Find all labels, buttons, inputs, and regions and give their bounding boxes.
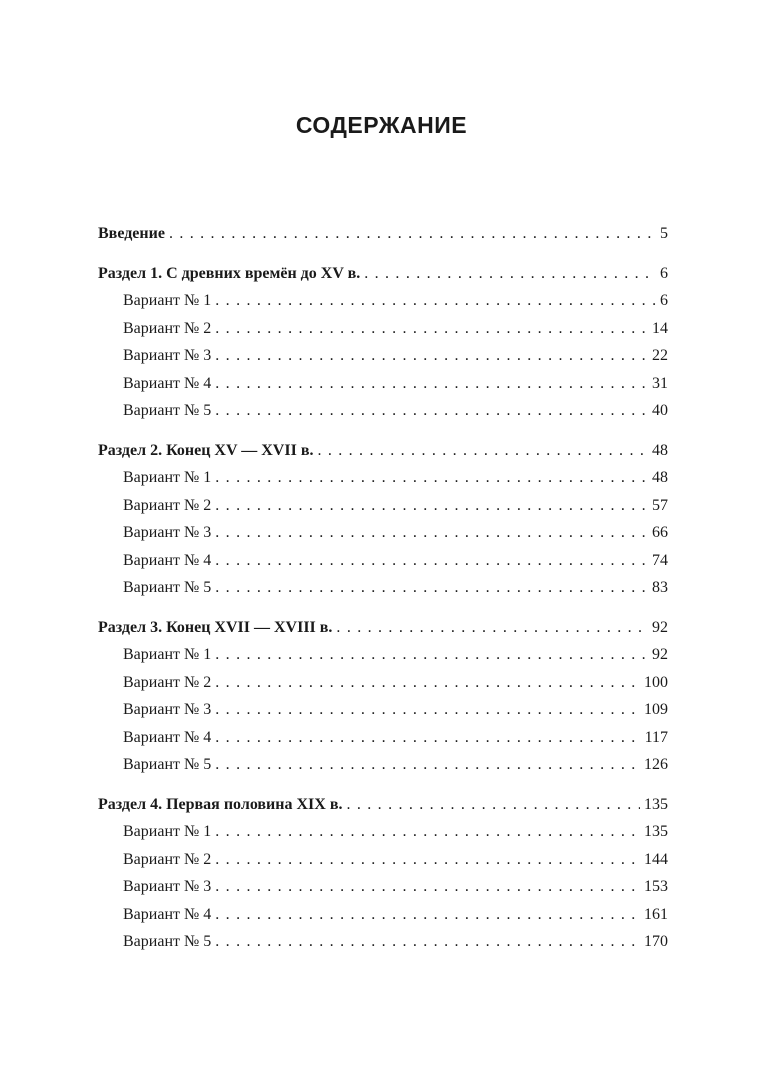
toc-variant-1 xyxy=(98,818,668,846)
toc-variant-4 xyxy=(98,547,668,575)
toc-variant-4 xyxy=(98,724,668,752)
toc-section-3 xyxy=(98,614,668,642)
dot-leader xyxy=(215,342,648,370)
dot-leader xyxy=(215,901,640,929)
toc-entry-label: Вариант № 3 xyxy=(123,347,212,364)
dot-leader xyxy=(215,928,640,956)
toc-entry-label: Раздел 4. Первая половина XIX в. xyxy=(98,795,343,813)
toc-entry-label: Введение xyxy=(98,225,165,242)
toc-entry-label: Вариант № 4 xyxy=(123,551,212,569)
toc-variant-5 xyxy=(98,397,668,425)
dot-leader xyxy=(215,370,648,398)
toc-entry-label: Вариант № 5 xyxy=(123,579,212,596)
toc-entry-label: Вариант № 3 xyxy=(123,878,212,895)
toc-page-number: 109 xyxy=(644,701,668,718)
toc-page-number: 170 xyxy=(644,933,668,950)
toc-page-number: 40 xyxy=(652,402,668,419)
toc-variant-2 xyxy=(98,315,668,343)
toc-entry-label: Вариант № 5 xyxy=(123,756,212,773)
toc-entry-label: Вариант № 2 xyxy=(123,673,212,691)
toc-page-number: 126 xyxy=(644,756,668,773)
toc-page-number: 31 xyxy=(652,374,668,392)
dot-leader xyxy=(215,846,640,874)
toc-page-number: 135 xyxy=(644,823,668,840)
toc-entry-label: Вариант № 4 xyxy=(123,374,212,392)
dot-leader xyxy=(215,547,648,575)
toc-entry-label: Раздел 1. С древних времён до XV в. xyxy=(98,264,361,282)
dot-leader xyxy=(215,574,648,602)
toc-page-number: 83 xyxy=(652,579,668,596)
dot-leader xyxy=(215,641,648,669)
dot-leader xyxy=(336,614,648,642)
toc-page-number: 48 xyxy=(652,469,668,486)
toc-variant-1 xyxy=(98,287,668,315)
toc-variant-5 xyxy=(98,751,668,779)
toc-page-number: 153 xyxy=(644,878,668,895)
toc-variant-3 xyxy=(98,696,668,724)
toc-variant-4 xyxy=(98,901,668,929)
toc-variant-5 xyxy=(98,574,668,602)
toc-page-number: 48 xyxy=(652,441,668,459)
toc-section-4 xyxy=(98,791,668,819)
toc-page-number: 22 xyxy=(652,347,668,364)
toc-page-number: 92 xyxy=(652,618,668,636)
toc-page-number: 74 xyxy=(652,551,668,569)
toc-variant-2 xyxy=(98,669,668,697)
dot-leader xyxy=(215,315,648,343)
dot-leader xyxy=(215,287,656,315)
toc-entry-label: Раздел 2. Конец XV — XVII в. xyxy=(98,441,314,459)
dot-leader xyxy=(317,437,648,465)
toc-variant-1 xyxy=(98,641,668,669)
dot-leader xyxy=(169,220,656,248)
dot-leader xyxy=(215,724,640,752)
dot-leader xyxy=(215,464,648,492)
toc-page-number: 66 xyxy=(652,524,668,541)
dot-leader xyxy=(215,669,640,697)
toc-entry-label: Вариант № 2 xyxy=(123,850,212,868)
toc-page-number: 5 xyxy=(660,225,668,242)
dot-leader xyxy=(215,873,640,901)
toc-page-number: 6 xyxy=(660,264,668,282)
toc-entry-label: Вариант № 2 xyxy=(123,496,212,514)
toc-variant-1 xyxy=(98,464,668,492)
toc-page-number: 100 xyxy=(644,673,668,691)
dot-leader xyxy=(215,397,648,425)
toc-page-number: 117 xyxy=(644,728,668,746)
page-title: СОДЕРЖАНИЕ xyxy=(295,112,468,138)
toc-variant-3 xyxy=(98,342,668,370)
toc-entry-label: Вариант № 5 xyxy=(123,402,212,419)
toc-entry-label: Вариант № 1 xyxy=(123,469,212,486)
toc-page-number: 135 xyxy=(644,795,668,813)
toc-entry-label: Вариант № 4 xyxy=(123,905,212,923)
dot-leader xyxy=(215,696,640,724)
toc-page-number: 161 xyxy=(644,905,668,923)
toc-variant-3 xyxy=(98,519,668,547)
toc-page-number: 57 xyxy=(652,496,668,514)
toc-page-number: 144 xyxy=(644,850,668,868)
dot-leader xyxy=(215,751,640,779)
toc-entry-label: Вариант № 3 xyxy=(123,524,212,541)
toc-variant-5 xyxy=(98,928,668,956)
toc-variant-4 xyxy=(98,370,668,398)
toc-entry-label: Вариант № 4 xyxy=(123,728,212,746)
toc-page-number: 14 xyxy=(652,319,668,337)
toc-entry-label: Раздел 3. Конец XVII — XVIII в. xyxy=(98,618,333,636)
toc-entry-label: Вариант № 3 xyxy=(123,701,212,718)
toc-page-number: 92 xyxy=(652,646,668,663)
toc-entry-label: Вариант № 1 xyxy=(123,646,212,663)
toc-section-1 xyxy=(98,260,668,288)
dot-leader xyxy=(215,818,640,846)
dot-leader xyxy=(364,260,656,288)
toc-entry-intro xyxy=(98,220,668,248)
toc-entry-label: Вариант № 1 xyxy=(123,292,212,309)
table-of-contents xyxy=(98,220,668,956)
toc-entry-label: Вариант № 2 xyxy=(123,319,212,337)
toc-entry-label: Вариант № 1 xyxy=(123,823,212,840)
toc-variant-2 xyxy=(98,846,668,874)
dot-leader xyxy=(346,791,640,819)
toc-page-number: 6 xyxy=(660,292,668,309)
dot-leader xyxy=(215,519,648,547)
toc-variant-3 xyxy=(98,873,668,901)
dot-leader xyxy=(215,492,648,520)
toc-variant-2 xyxy=(98,492,668,520)
toc-entry-label: Вариант № 5 xyxy=(123,933,212,950)
toc-section-2 xyxy=(98,437,668,465)
